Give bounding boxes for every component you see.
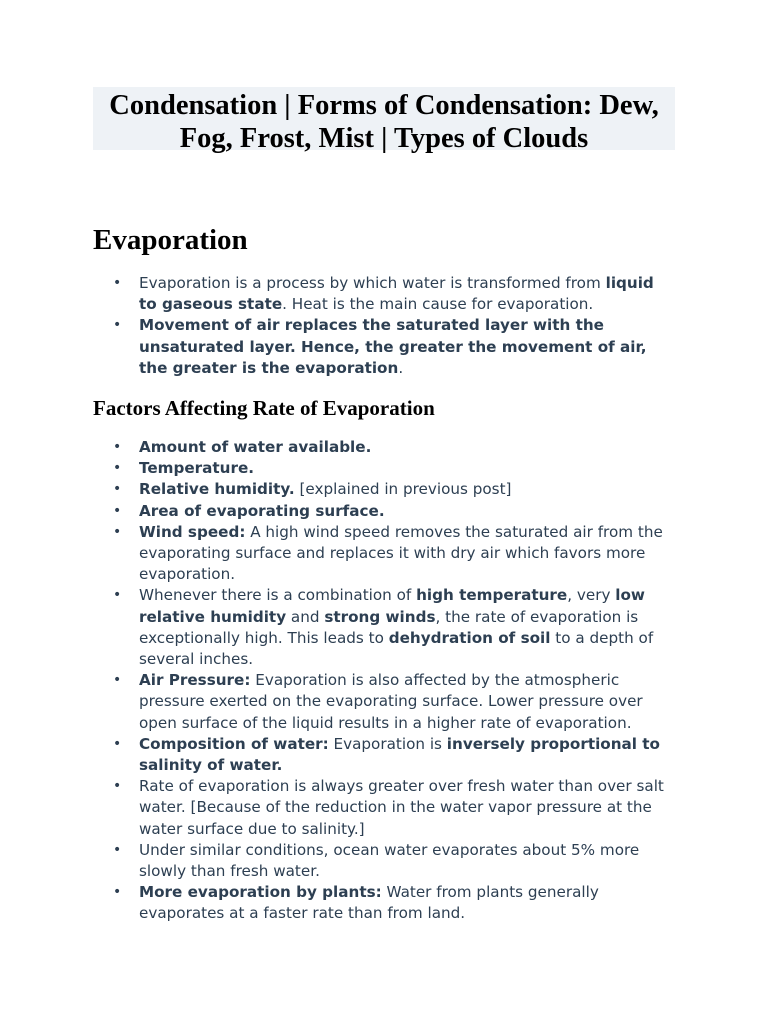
list-item [93, 840, 675, 882]
item-bold-text: Composition of water: [139, 734, 329, 753]
bullet-icon: • [113, 587, 122, 604]
item-bold-text: Area of evaporating surface. [139, 501, 385, 520]
list-item [93, 273, 675, 315]
item-bold-text: Air Pressure: [139, 671, 251, 690]
list-item [93, 458, 675, 479]
item-bold-text: low relative humidity [139, 586, 645, 626]
list-item [93, 522, 675, 586]
item-text: and [286, 607, 325, 626]
item-text: , the rate of evaporation is exceptionally high. This leads to [139, 607, 639, 647]
item-text: Whenever there is a combination of [139, 586, 417, 605]
item-text: Under similar conditions, ocean water evaporates about 5% more slowly than fresh water. [139, 840, 640, 881]
item-text: Evaporation is also affected by the atmospheric pressure exerted on the evaporating surface. Lower pressure over open surface of the liquid results in a higher rate of evaporation. [139, 671, 643, 732]
item-text: A high wind speed removes the saturated air from the evaporating surface and replaces it with dry air which favors more evaporation. [139, 522, 663, 584]
section-heading-evaporation: Evaporation [93, 224, 248, 256]
bullet-icon: • [113, 460, 122, 477]
bullet-icon: • [113, 502, 122, 519]
bullet-icon: • [113, 275, 122, 291]
item-bold-text: liquid to gaseous state [139, 274, 654, 314]
item-bold-text: Relative humidity. [139, 480, 295, 499]
subheading-factors: Factors Affecting Rate of Evaporation [93, 396, 435, 420]
list-item [93, 882, 675, 924]
item-text: to a depth of several inches. [139, 628, 654, 669]
document-page [93, 87, 675, 923]
bullet-icon: • [113, 735, 122, 752]
item-bold-text: More evaporation by plants: [139, 883, 382, 902]
title-banner [93, 87, 675, 154]
item-text: Rate of evaporation is always greater over fresh water than over salt water. [Because of the reduction in the water vapor pressure at the water surface due to salinity.] [139, 777, 664, 838]
evaporation-list [93, 273, 675, 379]
list-item [93, 501, 675, 522]
item-text: , very [567, 586, 616, 605]
list-item [93, 734, 675, 776]
item-bold-text: high temperature [416, 586, 568, 605]
item-bold-text: inversely proportional to salinity of water. [139, 734, 660, 775]
bullet-icon: • [113, 523, 122, 540]
bullet-icon: • [113, 841, 122, 858]
item-text: Evaporation is [328, 734, 447, 753]
list-item [93, 585, 675, 670]
item-bold-text: Wind speed: [139, 522, 246, 541]
bullet-icon: • [113, 317, 122, 334]
bullet-icon: • [113, 778, 122, 795]
list-item [93, 776, 675, 840]
item-bold-text: Movement of air replaces the saturated layer with the unsaturated layer. Hence, the greater the movement of air, the greater is the evaporation [139, 316, 647, 377]
bullet-icon: • [113, 672, 122, 689]
list-item [93, 315, 675, 379]
list-item [93, 479, 675, 500]
list-item [93, 670, 675, 734]
item-text: . [398, 358, 404, 377]
factors-list [93, 437, 675, 925]
list-item [93, 437, 675, 458]
item-bold-text: strong winds [324, 607, 436, 626]
item-text: Water from plants generally evaporates at a faster rate than from land. [139, 883, 599, 923]
bullet-icon: • [113, 884, 122, 901]
bullet-icon: • [113, 481, 122, 498]
item-bold-text: Temperature. [139, 459, 255, 478]
bullet-icon: • [113, 439, 122, 455]
item-bold-text: Amount of water available. [139, 438, 372, 456]
item-text: . Heat is the main cause for evaporation. [282, 295, 594, 314]
item-text: Evaporation is a process by which water is transformed from [139, 274, 606, 292]
item-text: [explained in previous post] [294, 480, 512, 499]
item-bold-text: dehydration of soil [388, 628, 551, 647]
page-title: Condensation | Forms of Condensation: Dew, Fog, Frost, Mist | Types of Clouds [109, 90, 659, 154]
